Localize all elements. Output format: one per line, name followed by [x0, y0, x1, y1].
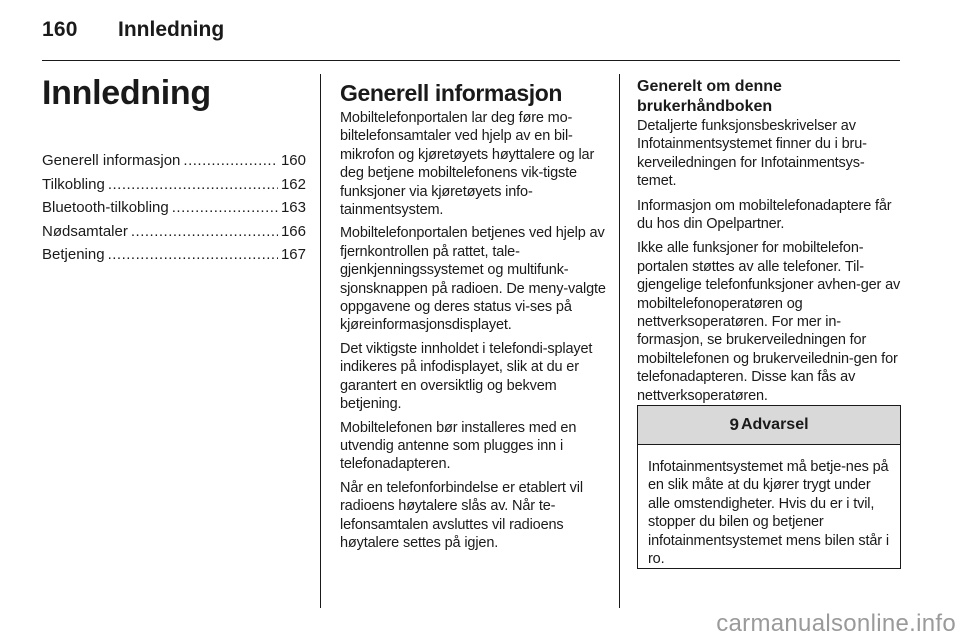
toc-label: Tilkobling: [42, 175, 105, 193]
toc-entry-operation[interactable]: [42, 243, 306, 267]
paragraph: Det viktigste innholdet i telefondi-splayet indikeres på infodisplayet, slik at du er garantert en oversiktlig og bekvem betjening.: [340, 340, 593, 413]
toc-page: 167: [280, 246, 306, 263]
toc-entry-connection[interactable]: [42, 173, 306, 197]
warning-header: [638, 406, 900, 445]
paragraph: Ikke alle funksjoner for mobiltelefon-portalen støttes av alle telefoner. Til-gjengelige telefonfunksjoner avhen-ger av mobiltelefonoperatøren og nettverksoperatøren. For mer in-formasjon, se brukerveiledningen for mobiltelefonen og brukerveilednin-gen for telefonadapteren. Disse kan fås av nettverksoperatøren.: [637, 240, 901, 404]
warning-title: Advarsel: [740, 416, 809, 433]
manual-info-column: [637, 77, 903, 411]
paragraph: Mobiltelefonportalen betjenes ved hjelp av fjernkontrollen på rattet, tale-gjenkjenningssystemet og multifunk-sjonsknappen på radioen. De meny-valgte oppgavene og deres status vi-ses på kjøreinformasjonsdisplayet.: [340, 225, 606, 334]
paragraph: Mobiltelefonportalen lar deg føre mo-biltelefonsamtaler ved hjelp av en bil-mikrofon og kjøretøyets høyttalere og lar deg betjene mobiltelefonens vik-tigste funksjoner via kjøretøyets info-tainmentsystem.: [340, 110, 595, 219]
toc-leader: [172, 196, 278, 220]
warning-icon: 9: [729, 415, 739, 434]
subsection-title: Generelt om denne brukerhåndboken: [637, 78, 782, 115]
column-divider: [619, 74, 620, 608]
toc-leader: [108, 243, 278, 267]
toc-label: Bluetooth-tilkobling: [42, 199, 169, 216]
page-number: 160: [42, 18, 78, 41]
toc-label: Generell informasjon: [42, 152, 181, 169]
watermark: carmanualsonline.info: [716, 610, 956, 637]
toc-leader: [131, 220, 278, 244]
paragraph: Detaljerte funksjonsbeskrivelser av Infotainmentsystemet finner du i bru-kerveiledningen for Infotainmentsys-temet.: [637, 118, 867, 190]
general-info-column: [340, 79, 608, 557]
warning-text: Infotainmentsystemet må betje-nes på en slik måte at du kjører trygt under alle omstendigheter. Hvis du er i tvil, stopper du bilen og betjener infotainmentsystemet mens bilen står i ro.: [648, 459, 889, 568]
toc-label: Nødsamtaler: [42, 222, 128, 240]
toc-entry-bluetooth[interactable]: [42, 196, 306, 220]
paragraph: Når en telefonforbindelse er etablert vil radioens høytalere slås av. Når te-lefonsamtalen avsluttes vil radioens høytalere settes på igjen.: [340, 479, 583, 551]
toc-page: 163: [280, 199, 306, 216]
table-of-contents: [42, 149, 306, 267]
toc-page: 162: [280, 175, 306, 193]
paragraph: Mobiltelefonen bør installeres med en utvendig antenne som plugges inn i telefonadapteren.: [340, 419, 577, 473]
section-title: Generell informasjon: [340, 80, 563, 106]
toc-leader: [108, 173, 278, 197]
toc-entry-general[interactable]: [42, 149, 306, 173]
paragraph: Informasjon om mobiltelefonadaptere får du hos din Opelpartner.: [637, 197, 892, 233]
toc-entry-emergency[interactable]: [42, 220, 306, 244]
warning-box: [637, 405, 901, 569]
header-rule: [42, 60, 900, 61]
toc-leader: [183, 149, 278, 173]
toc-label: Betjening: [42, 246, 105, 263]
chapter-title: Innledning: [42, 74, 211, 112]
running-title: Innledning: [118, 18, 225, 41]
toc-page: 160: [280, 152, 306, 169]
toc-page: 166: [280, 222, 306, 240]
chapter-column: [42, 73, 306, 267]
column-divider: [320, 74, 321, 608]
